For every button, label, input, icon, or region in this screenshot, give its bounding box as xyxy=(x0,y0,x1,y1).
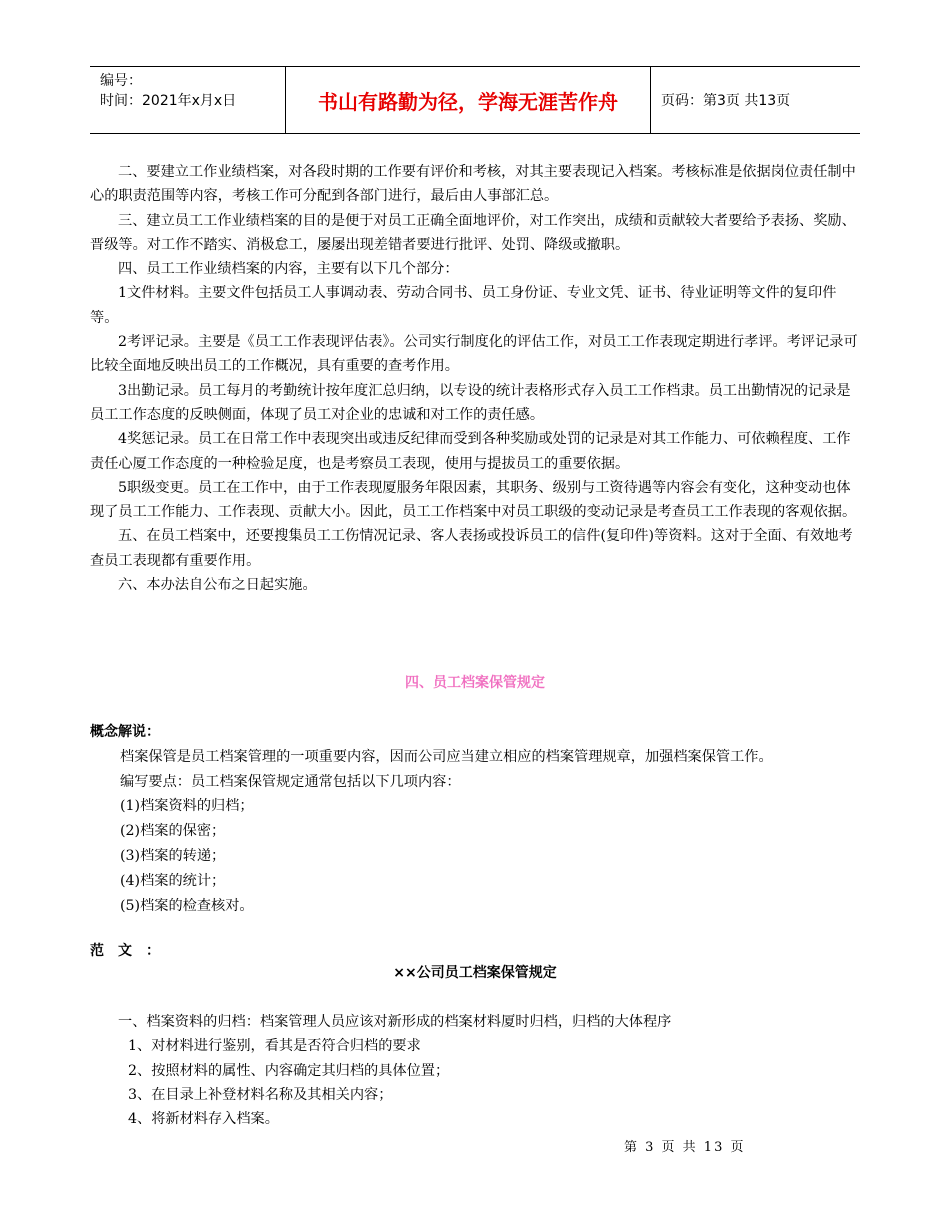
page-header xyxy=(90,66,860,134)
step-item: 3、在目录上补登材料名称及其相关内容； xyxy=(128,1086,393,1103)
fanwen-label: 范文： xyxy=(90,943,174,959)
paragraph: 3出勤记录。员工每月的考勤统计按年度汇总归纳，以专设的统计表格形式存入员工工作档隶。员工出勤情况的记录是员工工作态度的反映侧面，体现了员工对企业的忠诚和对工作的责任感。 xyxy=(90,382,851,423)
paragraph: 三、建立员工工作业绩档案的目的是便于对员工正确全面地评价，对工作突出，成绩和贡献较大者要给予表扬、奖励、晋级等。对工作不踏实、消极怠工，屡屡出现差错者要进行批评、处罚、降级或撤职。 xyxy=(90,212,856,253)
concept-line: (5)档案的检查核对。 xyxy=(120,897,254,914)
paragraph: 2考评记录。主要是《员工工作表现评估表》。公司实行制度化的评估工作，对员工工作表现定期进行孝评。考评记录可比较全面地反映出员工的工作概况，具有重要的查考作用。 xyxy=(90,334,858,375)
document-title: ××公司员工档案保管规定 xyxy=(393,965,557,981)
paragraph: 4奖惩记录。员工在日常工作中表现突出或违反纪律而受到各种奖励或处罚的记录是对其工作能力、可依赖程度、工作责任心厦工作态度的一种检验足度，也是考察员工表现，使用与提拔员工的重要依据。 xyxy=(90,431,851,472)
header-motto-cell xyxy=(286,67,651,133)
step-item: 1、对材料进行鉴别，看其是否符合归档的要求 xyxy=(128,1038,421,1055)
concept-label: 概念解说： xyxy=(90,724,160,740)
concept-line: 编写要点：员工档案保管规定通常包括以下几项内容： xyxy=(120,773,461,790)
header-motto: 书山有路勤为径，学海无涯苦作舟 xyxy=(318,89,618,114)
step-item: 4、将新材料存入档案。 xyxy=(128,1111,279,1128)
paragraph: 四、员工工作业绩档案的内容，主要有以下几个部分： xyxy=(118,261,459,278)
concept-line: (3)档案的转递； xyxy=(120,847,226,864)
header-page-cell xyxy=(651,67,860,133)
concept-line: (2)档案的保密； xyxy=(120,823,226,840)
body-text xyxy=(90,160,860,597)
header-meta xyxy=(90,67,286,133)
concept-line: 档案保管是员工档案管理的一项重要内容，因而公司应当建立相应的档案管理规章，加强档案保管工作。 xyxy=(120,748,773,765)
paragraph: 5职级变更。员工在工作中，由于工作表现厦服务年限因素，其职务、级别与工资待遇等内容会有变化，这种变动也体现了员工工作能力、工作表现、贡献大小。因此，员工工作档案中对员工职级的变动记录是考查员工工作表现的客观依据。 xyxy=(90,479,857,521)
section-title: 四、员工档案保管规定 xyxy=(405,675,545,691)
time-label: 时间：2021年x月x日 xyxy=(100,93,237,109)
paragraph: 1文件材料。主要文件包括员工人事调动表、劳动合同书、员工身份证、专业文凭、证书、待业证明等文件的复印件等。 xyxy=(90,285,837,326)
concept-line: (4)档案的统计； xyxy=(120,872,226,889)
paragraph: 六、本办法自公布之日起实施。 xyxy=(118,577,317,594)
steps-intro: 一、档案资料的归档：档案管理人员应该对新形成的档案材料厦时归档，归档的大体程序 xyxy=(118,1014,672,1030)
concept-block xyxy=(90,720,870,918)
step-item: 2、按照材料的属性、内容确定其归档的具体位置； xyxy=(128,1062,450,1079)
concept-line: (1)档案资料的归档； xyxy=(120,798,254,815)
number-label: 编号： xyxy=(100,73,142,89)
steps-block xyxy=(90,1010,860,1131)
page-label: 页码：第3页 共13页 xyxy=(661,93,791,109)
paragraph: 二、要建立工作业绩档案，对各段时期的工作要有评价和考核，对其主要表现记入档案。考核标准是依据岗位责任制中心的职责范围等内容，考核工作可分配到各部门进行，最后由人事部汇总。 xyxy=(90,164,856,205)
paragraph: 五、在员工档案中，还要搜集员工工伤情况记录、客人表扬或投诉员工的信件(复印件)等资料。这对于全面、有效地考查员工表现都有重要作用。 xyxy=(90,528,853,569)
page-footer: 第 3 页 共 13 页 xyxy=(624,1140,746,1155)
